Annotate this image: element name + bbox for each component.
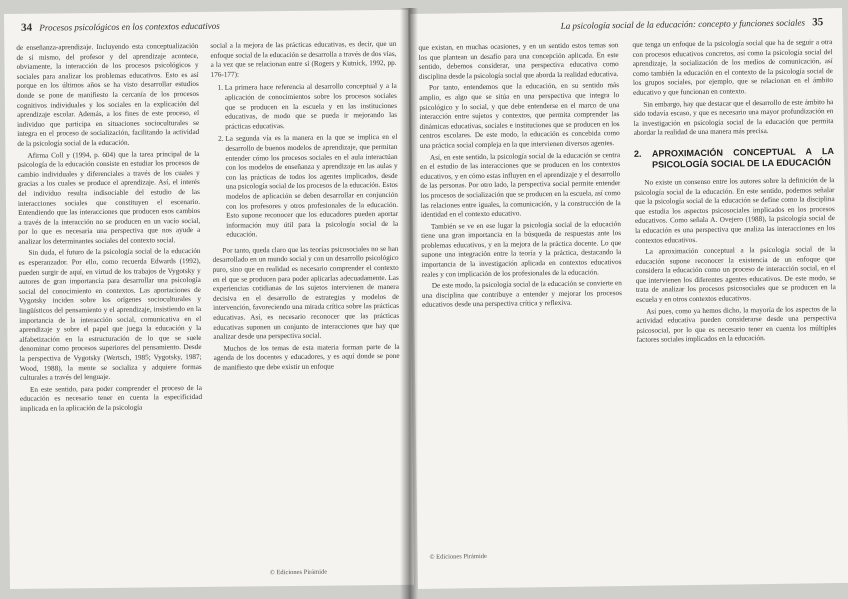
list-item: 2. La segunda vía es la manera en la que se implica en el desarrollo de buenos modelos de aprendizaje, que permitan entender cómo los procesos sociales en el aula interactúan con los modelos de enseñanza y aprendizaje en las aulas y con las prácticas de todos los agentes implicados, desde una psicología social de los procesos de la educación. Estos modelos de aplicación se deben desarrollar en conjunción con los profesores y otros profesionales de la educación. Esto supone reconocer que los educadores pueden aportar información muy útil para la psicología social de la educación.	[225, 133, 398, 240]
paragraph: También se ve en ese lugar la psicología social de la educación tiene una gran importancia en la búsqueda de respuestas ante los problemas educativos, y en la mejora de la práctica docente. Lo que supone una integración entre la teoría y la práctica, destacando la importancia de la investigación aplicada en contextos educativos reales y con implicación de los profesionales de la educación.	[421, 219, 622, 279]
paragraph: Sin duda, el futuro de la psicología social de la educación es esperanzador. Por ello, como recuerda Edwards (1992), pueden surgir de aquí, en virtud de los trabajos de Vygotsky y autores de gran importancia para desarrollar una psicología social del conocimiento en contextos. Las aportaciones de Vygotsky inciden sobre los orígenes socioculturales y lingüísticos del pensamiento y el aprendizaje, insistiendo en la importancia de la interacción social, comunicativa en el aprendizaje y sobre el papel que juega la educación y la alfabetización en la estructuración de lo que se suele denominar como procesos superiores del pensamiento. Desde la perspectiva de Vygotsky (Wertsch, 1985; Vygotsky, 1987; Wood, 1988), la mente se socializa y adquiere formas culturales a través del lenguaje.	[18, 247, 202, 383]
section-heading	[634, 146, 834, 171]
left-page-number: 34	[21, 21, 33, 34]
book-gutter-shadow	[400, 8, 418, 599]
left-running-head-title: Procesos psicológicos en los contextos educativos	[39, 20, 220, 33]
paragraph: Así, en este sentido, la psicología social de la educación se centra en el estudio de las interacciones que se producen en los contextos educativos, y en cómo estas influyen en el aprendizaje y el desarrollo de las personas. Por otro lado, la perspectiva social permite entender los procesos de socialización que se producen en la escuela, así como las relaciones entre iguales, la comunicación, y la construcción de la identidad en el contexto educativo.	[420, 150, 621, 219]
paragraph: Afirma Coll y (1994, p. 604) que la tarea principal de la psicología de la educación consiste en estudiar los procesos de cambio individuales y diferenciales a través de los cuales y gracias a los cuales se produce el aprendizaje. Así, el interés del individuo resulta indisociable del estudio de las interacciones sociales que constituyen el escenario. Entendiendo que las interacciones que producen esos cambios a través de la interacción no se producen en un vacío social, por lo que es necesaria una perspectiva que nos ayude a analizar los determinantes sociales del contexto social.	[17, 149, 201, 246]
left-page	[4, 10, 414, 589]
paragraph: La aproximación conceptual a la psicología social de la educación supone reconocer la existencia de un enfoque que considera la educación como un proceso de interacción social, en el que intervienen los diferentes agentes educativos. De este modo, se trata de analizar los procesos psicosociales que se producen en la escuela y en otros contextos educativos.	[635, 245, 836, 304]
right-page	[410, 8, 848, 589]
section-title: APROXIMACIÓN CONCEPTUAL A LA PSICOLOGÍA SOCIAL DE LA EDUCACIÓN	[651, 146, 835, 170]
numbered-list	[211, 82, 399, 240]
left-column-2	[210, 40, 402, 582]
paragraph: de enseñanza-aprendizaje. Incluyendo esta conceptualización de sí mismo, del profesor y del aprendizaje acontece, obviamente, la interacción de los procesos psicológicos y sociales para analizar los problemas educativos. Esto es así porque en los últimos años se ha visto desarrollar estudios donde se pone de manifiesto la cercanía de los procesos cognitivos individuales y los sociales en la explicación del aprendizaje escolar. Además, a los fines de este proceso, el individuo que participa en situaciones socioculturales se integra en el proceso de socialización, facilitando la actividad de la psicología social de la educación.	[16, 41, 200, 148]
section-number: 2.	[633, 148, 642, 159]
paragraph: Sin embargo, hay que destacar que el desarrollo de este ámbito ha sido todavía escaso, y que es necesario una mayor profundización en la investigación en psicología social de la educación que permita abordar la realidad de una manera más precisa.	[633, 97, 834, 138]
paragraph: Por tanto, queda claro que las teorías psicosociales no se han desarrollado en un mundo social y con un desarrollo psicológico puro, sino que en realidad es necesario comprender el contexto en el que se producen para poder aplicarlas adecuadamente. Las experiencias cotidianas de los sujetos intervienen de manera decisiva en el desarrollo de estrategias y modelos de intervención, favoreciendo una mirada crítica sobre las prácticas educativas. Así, es necesario reconocer que las prácticas educativas suponen un conjunto de interacciones que hay que analizar desde una perspectiva social.	[212, 244, 400, 342]
paragraph: social a la mejora de las prácticas educativas, es decir, que un enfoque social de la educación se desarrolla a través de dos vías, a la vez que se relacionan entre sí (Rogers y Kutnick, 1992, pp. 176-177):	[210, 39, 397, 79]
right-running-head-title: La psicología social de la educación: concepto y funciones sociales	[560, 17, 805, 31]
paragraph: No existe un consenso entre los autores sobre la definición de la psicología social de la educación. En este sentido, podemos señalar que la psicología social de la educación se define como la disciplina que estudia los aspectos psicosociales implicados en los procesos educativos. Como señala A. Ovejero (1988), la psicología social de la educación es una perspectiva que analiza las interacciones en los contextos educativos.	[634, 176, 836, 245]
right-page-number: 35	[812, 16, 824, 29]
paragraph: Así pues, como ya hemos dicho, la mayoría de los aspectos de la actividad educativa pueden considerarse desde una perspectiva psicosocial, por lo que es necesario tener en cuenta los múltiples factores sociales implicados en la educación.	[636, 304, 837, 345]
paragraph: De este modo, la psicología social de la educación se convierte en una disciplina que contribuye a entender y mejorar los procesos educativos desde una perspectiva crítica y reflexiva.	[421, 279, 622, 310]
paragraph: que existan, en muchas ocasiones, y en un sentido estos temas son los que plantean un desafío para una concepción aplicada. En este sentido, debemos considerar, una perspectiva educativa como disciplina desde la psicología social que aborda la realidad educativa.	[418, 41, 619, 81]
paragraph: Muchos de los temas de esta materia forman parte de la agenda de los docentes y educadores, y es aquí donde se pone de manifiesto que debe existir un enfoque	[213, 342, 400, 372]
right-footer: © Ediciones Pirámide	[429, 552, 487, 561]
right-column-1	[418, 41, 625, 564]
right-running-head	[561, 16, 829, 32]
paragraph: que tenga un enfoque de la psicología social que ha de seguir a otra con procesos educativos concretos, así como la psicología social del aprendizaje, la socialización de los medios de comunicación, así como también la educación en el contexto de la psicología social de los grupos sociales, por ejemplo, que se relacionan en el ámbito educativo y que funcionan en contexto.	[632, 38, 834, 97]
left-column-1	[16, 42, 204, 584]
list-item: 1. La primera hace referencia al desarrollo conceptual y a la aplicación de conocimientos sobre los procesos sociales que se producen en la escuela y en las instituciones educativas, de modo que se pueda ir mejorando las prácticas educativas.	[225, 82, 397, 132]
right-column-2	[632, 38, 840, 581]
paragraph: En este sentido, para poder comprender el proceso de la educación es necesario tener en cuenta la especificidad implicada en la aplicación de la psicología	[19, 383, 203, 413]
paragraph: Por tanto, entendemos que la educación, en su sentido más amplio, es algo que se sitúa en una perspectiva que integra lo psicológico y lo social, y que debe entenderse en el marco de una interacción entre sujetos y contextos, que permita comprender las dinámicas educativas, sociales e instituciones que se producen en los centros escolares. De este modo, la educación es concebida como una práctica social compleja en la que intervienen diversos agentes.	[419, 81, 620, 150]
left-footer: © Ediciones Pirámide	[269, 568, 328, 577]
left-running-head	[16, 20, 220, 34]
